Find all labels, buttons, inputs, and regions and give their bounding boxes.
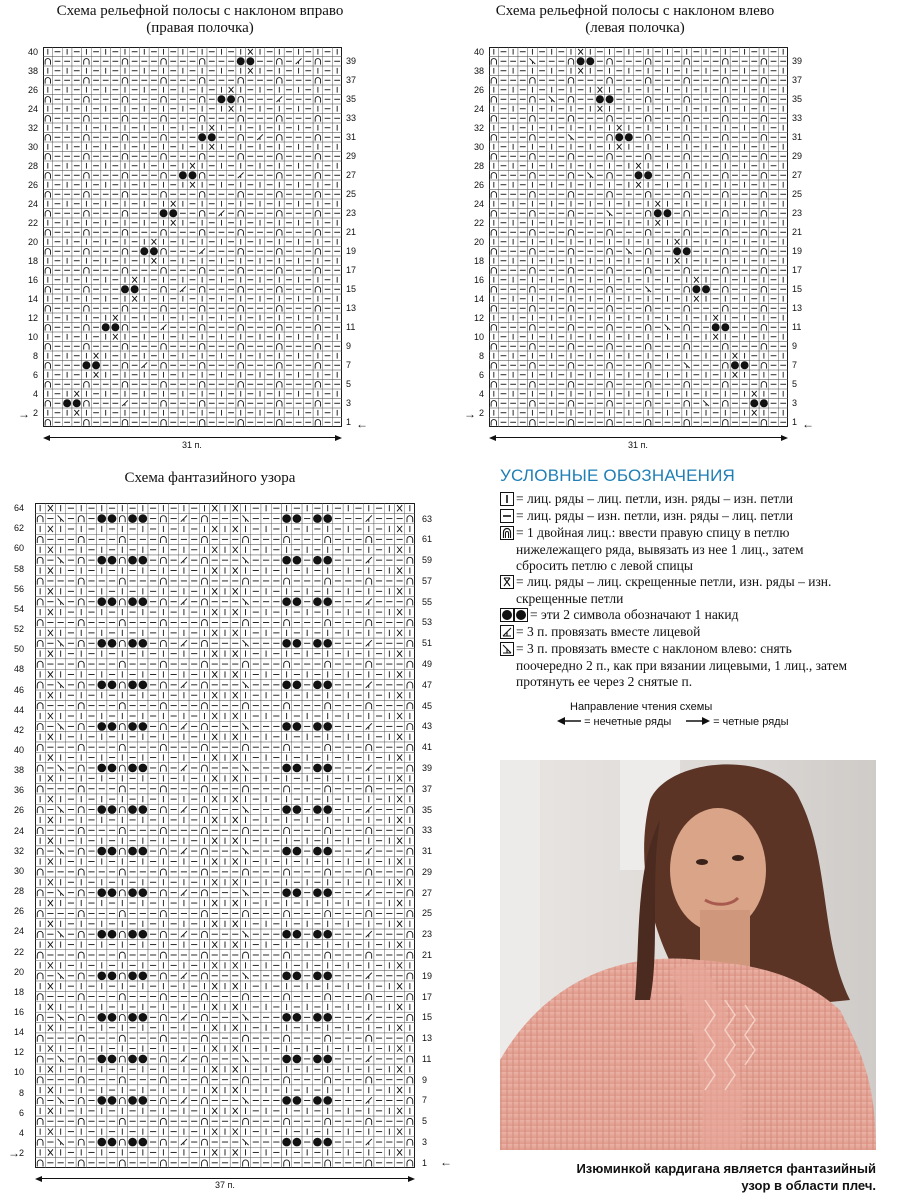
yarn-over-mark: [82, 361, 90, 369]
yarn-over-mark: [150, 247, 158, 255]
chart-grid: [43, 47, 342, 427]
chart-title-line1: Схема рельефной полосы с наклоном влево: [495, 3, 775, 19]
chart-title-line1: Схема рельефной полосы с наклоном вправо: [56, 3, 344, 19]
grid-cells: [489, 47, 788, 427]
chart-title-line2: (левая полочка): [585, 20, 685, 36]
yarn-over-mark: [712, 323, 720, 331]
yarn-over-mark: [625, 133, 633, 141]
yarn-over-mark: [596, 95, 604, 103]
width-label: 31 п.: [182, 440, 202, 450]
row-number: 8: [32, 350, 38, 361]
row-number: 9: [346, 341, 352, 352]
yarn-over-mark: [63, 399, 71, 407]
yarn-over-mark: [644, 171, 652, 179]
row-number: 3: [346, 398, 352, 409]
even-row-arrow-icon: →: [18, 407, 30, 421]
dimension-arrow-right-icon: [335, 435, 342, 441]
odd-row-arrow-icon: ←: [356, 417, 368, 431]
row-number: 1: [346, 417, 352, 428]
yarn-over-mark: [208, 133, 216, 141]
yarn-over-mark: [586, 57, 594, 65]
yarn-over-mark: [121, 285, 129, 293]
dimension-arrow-left-icon: [43, 435, 50, 441]
chart-title: [30, 3, 370, 37]
yarn-over-mark: [160, 209, 168, 217]
chart-title-line2: (правая полочка): [146, 20, 254, 36]
yarn-over-mark: [673, 247, 681, 255]
row-number: 30: [27, 141, 38, 152]
row-number: 25: [346, 189, 357, 200]
yarn-over-mark: [131, 285, 139, 293]
row-number: 33: [346, 113, 357, 124]
yarn-over-mark: [111, 323, 119, 331]
row-number: 24: [27, 103, 38, 114]
yarn-over-mark: [189, 171, 197, 179]
yarn-over-mark: [237, 57, 245, 65]
row-number: 20: [27, 236, 38, 247]
yarn-over-mark: [731, 361, 739, 369]
row-number: 15: [346, 284, 357, 295]
dimension-line: [45, 437, 340, 438]
row-number: 7: [346, 360, 352, 371]
yarn-over-mark: [750, 399, 758, 407]
row-number: 23: [346, 208, 357, 219]
row-number: 32: [27, 122, 38, 133]
row-number: 26: [27, 179, 38, 190]
row-number: 29: [346, 151, 357, 162]
yarn-over-mark: [169, 209, 177, 217]
row-number: 39: [346, 56, 357, 67]
yarn-over-mark: [140, 247, 148, 255]
chart-grid: [489, 47, 788, 427]
row-number: 17: [346, 265, 357, 276]
row-number: 16: [27, 274, 38, 285]
row-number: 21: [346, 227, 357, 238]
yarn-over-mark: [635, 171, 643, 179]
yarn-over-mark: [246, 57, 254, 65]
row-number: 24: [27, 198, 38, 209]
row-number: 22: [27, 217, 38, 228]
yarn-over-mark: [227, 95, 235, 103]
row-number: 5: [346, 379, 352, 390]
yarn-over-mark: [73, 399, 81, 407]
row-number: 14: [27, 293, 38, 304]
yarn-over-mark: [615, 133, 623, 141]
yarn-over-mark: [102, 323, 110, 331]
row-number: 4: [32, 388, 38, 399]
grid-cells: [43, 47, 342, 427]
yarn-over-mark: [577, 57, 585, 65]
row-number: 26: [27, 84, 38, 95]
row-number: 27: [346, 170, 357, 181]
row-number: 37: [346, 75, 357, 86]
row-number: 31: [346, 132, 357, 143]
row-number: 12: [27, 312, 38, 323]
row-number: 11: [346, 322, 356, 333]
row-number: 18: [27, 255, 38, 266]
chart-title: [465, 3, 805, 37]
yarn-over-mark: [702, 285, 710, 293]
yarn-over-mark: [654, 209, 662, 217]
yarn-over-mark: [606, 95, 614, 103]
yarn-over-mark: [692, 285, 700, 293]
row-number: 38: [27, 65, 38, 76]
yarn-over-mark: [683, 247, 691, 255]
yarn-over-mark: [179, 171, 187, 179]
row-number: 2: [32, 407, 38, 418]
yarn-over-mark: [663, 209, 671, 217]
row-number: 19: [346, 246, 357, 257]
row-number: 40: [27, 46, 38, 57]
yarn-over-mark: [92, 361, 100, 369]
row-number: 10: [27, 331, 38, 342]
yarn-over-mark: [217, 95, 225, 103]
yarn-over-mark: [721, 323, 729, 331]
yarn-over-mark: [760, 399, 768, 407]
row-number: 6: [32, 369, 38, 380]
yarn-over-mark: [198, 133, 206, 141]
yarn-over-mark: [741, 361, 749, 369]
row-number: 35: [346, 94, 357, 105]
row-number: 28: [27, 160, 38, 171]
row-number: 13: [346, 303, 357, 314]
